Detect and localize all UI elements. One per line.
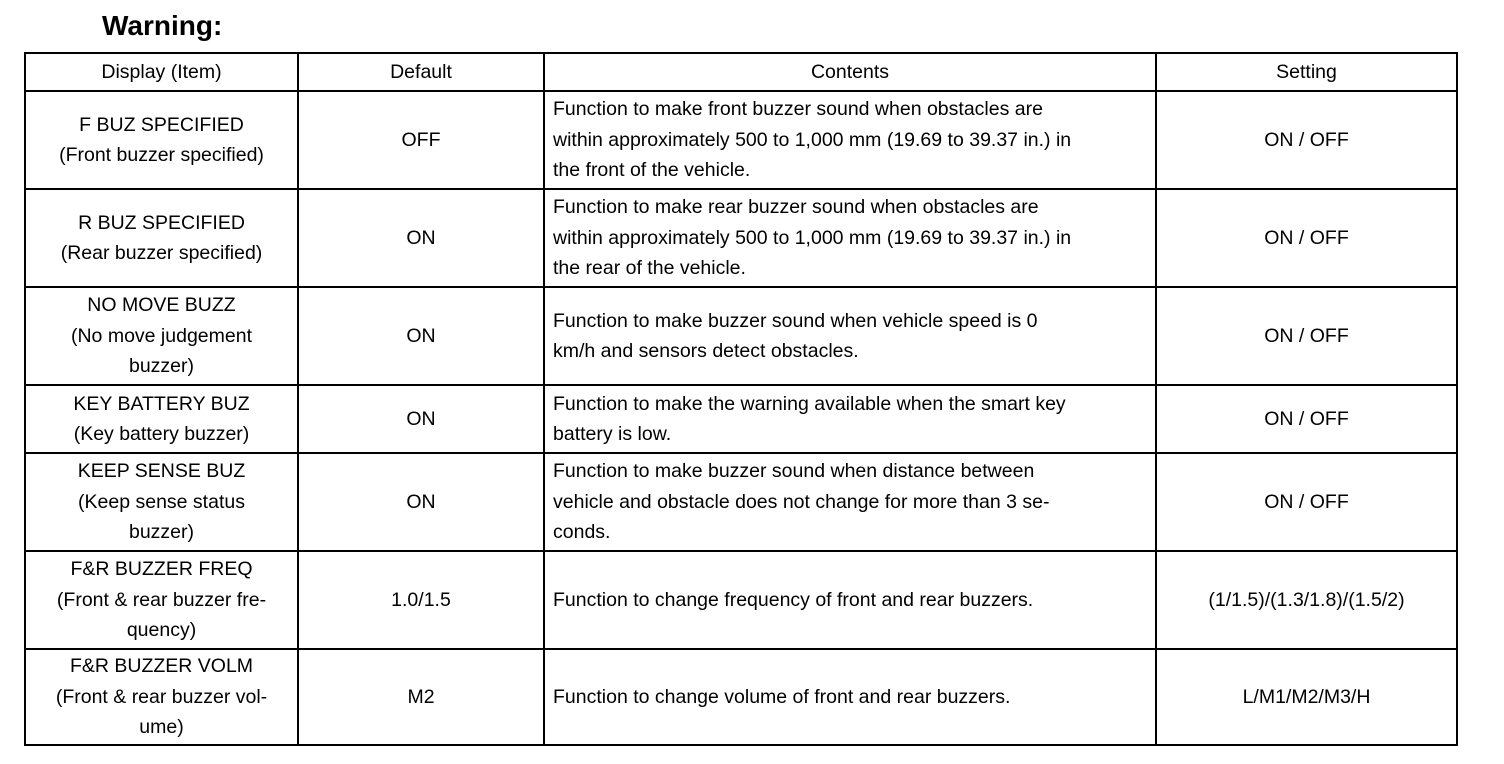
contents-line: the rear of the vehicle. [553,257,746,280]
item-cell [25,91,298,189]
contents-cell [544,189,1156,287]
contents-line: Function to change frequency of front and rear buzzers. [553,588,1034,611]
default-cell: ON [298,385,544,453]
item-description: (No move judgement [70,324,252,347]
item-cell [25,287,298,385]
item-description: (Front & rear buzzer fre- [56,588,267,611]
contents-cell [544,551,1156,649]
setting-cell: ON / OFF [1156,189,1457,287]
column-header-contents: Contents [544,53,1156,91]
item-description: buzzer) [128,521,195,544]
setting-cell: L/M1/M2/M3/H [1156,649,1457,745]
table-row [25,649,1457,745]
contents-line: within approximately 500 to 1,000 mm (19.69 to 39.37 in.) in [553,226,1072,249]
contents-line: battery is low. [553,423,672,445]
item-cell [25,385,298,453]
setting-cell: ON / OFF [1156,385,1457,453]
table-row [25,91,1457,189]
table-header-row [25,53,1457,91]
table-row [25,453,1457,551]
item-code: KEY BATTERY BUZ [73,392,250,415]
item-code: F&R BUZZER FREQ [70,558,253,581]
setting-cell: ON / OFF [1156,91,1457,189]
contents-line: conds. [553,521,611,544]
item-code: F&R BUZZER VOLM [69,655,254,678]
item-code: R BUZ SPECIFIED [78,211,245,234]
warning-settings-table [24,52,1458,746]
item-cell [25,649,298,745]
item-description: buzzer) [128,355,195,378]
column-header-setting: Setting [1156,53,1457,91]
item-code: F BUZ SPECIFIED [79,113,244,136]
contents-line: Function to make rear buzzer sound when obstacles are [553,196,1039,219]
item-cell [25,551,298,649]
default-cell: 1.0/1.5 [298,551,544,649]
item-description: (Front & rear buzzer vol- [55,685,268,708]
contents-line: Function to make buzzer sound when distance between [553,460,1035,483]
contents-cell [544,91,1156,189]
item-cell [25,453,298,551]
contents-cell [544,287,1156,385]
contents-line: within approximately 500 to 1,000 mm (19.69 to 39.37 in.) in [553,128,1072,151]
item-cell [25,189,298,287]
section-heading: Warning: [102,10,223,41]
default-cell: ON [298,453,544,551]
item-description: (Keep sense status [78,490,245,513]
contents-cell [544,453,1156,551]
contents-line: Function to change volume of front and rear buzzers. [553,685,1011,708]
contents-line: vehicle and obstacle does not change for more than 3 se- [553,490,1050,513]
contents-line: km/h and sensors detect obstacles. [553,340,859,362]
contents-line: the front of the vehicle. [553,159,751,182]
item-code: NO MOVE BUZZ [87,294,236,317]
contents-cell [544,385,1156,453]
item-description: ume) [139,716,184,739]
contents-line: Function to make buzzer sound when vehicle speed is 0 [553,309,1038,332]
contents-cell [544,649,1156,745]
column-header-item: Display (Item) [25,53,298,91]
table-row [25,287,1457,385]
table-row [25,551,1457,649]
setting-cell: ON / OFF [1156,453,1457,551]
table-row [25,189,1457,287]
item-description: quency) [126,619,197,642]
table-row [25,385,1457,453]
contents-line: Function to make front buzzer sound when obstacles are [553,98,1043,121]
default-cell: M2 [298,649,544,745]
default-cell: ON [298,287,544,385]
item-code: KEEP SENSE BUZ [77,460,246,483]
item-description: (Front buzzer specified) [59,144,264,166]
item-description: (Rear buzzer specified) [60,242,263,264]
setting-cell: ON / OFF [1156,287,1457,385]
column-header-default: Default [298,53,544,91]
default-cell: ON [298,189,544,287]
contents-line: Function to make the warning available when the smart key [553,392,1066,415]
item-description: (Key battery buzzer) [73,423,250,445]
setting-cell: (1/1.5)/(1.3/1.8)/(1.5/2) [1156,551,1457,649]
default-cell: OFF [298,91,544,189]
